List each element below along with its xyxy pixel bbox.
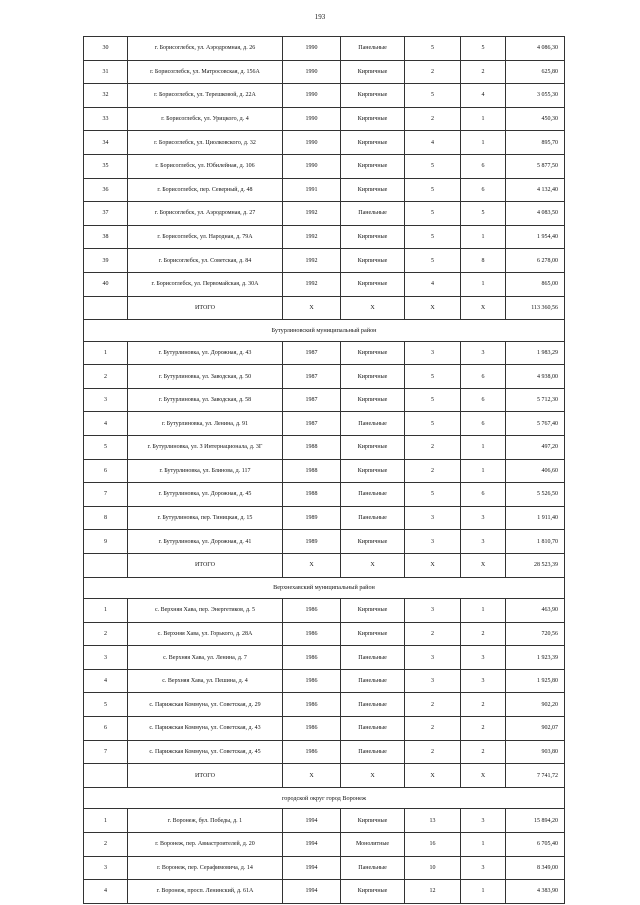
row-number: [84, 764, 128, 788]
row-number: 40: [84, 272, 128, 296]
floors-cell: 2: [405, 459, 461, 483]
year-cell: 1986: [283, 646, 341, 670]
address-cell: с. Парижская Коммуна, ул. Советская, д. 45: [128, 740, 283, 764]
floors-cell: 2: [405, 622, 461, 646]
year-cell: 1987: [283, 388, 341, 412]
address-cell: г. Борисоглебск, ул. Аэродромная, д. 26: [128, 37, 283, 61]
year-cell: 1994: [283, 856, 341, 880]
entrances-cell: 1: [461, 272, 506, 296]
floors-cell: 3: [405, 669, 461, 693]
address-cell: г. Борисоглебск, ул. Советская, д. 84: [128, 249, 283, 273]
area-cell: 4 383,90: [506, 880, 565, 904]
row-number: 2: [84, 622, 128, 646]
section-heading: городской округ город Воронеж: [84, 787, 565, 809]
row-number: 39: [84, 249, 128, 273]
row-number: 7: [84, 740, 128, 764]
wall-material-cell: Панельные: [341, 740, 405, 764]
entrances-cell: 1: [461, 436, 506, 460]
floors-cell: 5: [405, 249, 461, 273]
entrances-cell: 2: [461, 60, 506, 84]
area-cell: 1 911,40: [506, 506, 565, 530]
address-cell: с. Верхняя Хава, пер. Энергетиков, д. 5: [128, 599, 283, 623]
entrances-cell: 6: [461, 388, 506, 412]
entrances-cell: 6: [461, 412, 506, 436]
address-cell: с. Парижская Коммуна, ул. Советская, д. 29: [128, 693, 283, 717]
table-row: [84, 459, 565, 483]
area-cell: 1 983,29: [506, 341, 565, 365]
year-cell: 1986: [283, 669, 341, 693]
wall-material-cell: Кирпичные: [341, 178, 405, 202]
entrances-cell: 6: [461, 365, 506, 389]
page-number: 193: [314, 13, 326, 21]
entrances-cell: 3: [461, 669, 506, 693]
row-number: [84, 553, 128, 577]
address-cell: г. Борисоглебск, пер. Северный, д. 48: [128, 178, 283, 202]
floors-cell: 5: [405, 412, 461, 436]
address-cell: г. Борисоглебск, ул. Терешковой, д. 22А: [128, 84, 283, 108]
entrances-cell: X: [461, 764, 506, 788]
area-cell: 720,56: [506, 622, 565, 646]
row-number: 38: [84, 225, 128, 249]
entrances-cell: 6: [461, 178, 506, 202]
wall-material-cell: Панельные: [341, 693, 405, 717]
total-row: [84, 296, 565, 320]
year-cell: 1987: [283, 365, 341, 389]
area-cell: 5 526,50: [506, 483, 565, 507]
address-cell: г. Борисоглебск, ул. Матросовская, д. 156А: [128, 60, 283, 84]
area-cell: 4 132,40: [506, 178, 565, 202]
year-cell: 1991: [283, 178, 341, 202]
row-number: 7: [84, 483, 128, 507]
row-number: 9: [84, 530, 128, 554]
area-cell: 902,07: [506, 717, 565, 741]
wall-material-cell: Кирпичные: [341, 459, 405, 483]
area-cell: 1 923,39: [506, 646, 565, 670]
address-cell: г. Бутурлиновка, пер. Тиницкая, д. 15: [128, 506, 283, 530]
wall-material-cell: Кирпичные: [341, 365, 405, 389]
year-cell: 1988: [283, 483, 341, 507]
wall-material-cell: X: [341, 764, 405, 788]
area-cell: 7 741,72: [506, 764, 565, 788]
entrances-cell: 1: [461, 459, 506, 483]
area-cell: 4 083,50: [506, 202, 565, 226]
year-cell: 1986: [283, 740, 341, 764]
area-cell: 5 767,40: [506, 412, 565, 436]
wall-material-cell: Панельные: [341, 506, 405, 530]
table-row: [84, 60, 565, 84]
address-cell: ИТОГО: [128, 296, 283, 320]
year-cell: 1994: [283, 832, 341, 856]
floors-cell: 2: [405, 693, 461, 717]
address-cell: г. Воронеж, просп. Ленинский, д. 61А: [128, 880, 283, 904]
wall-material-cell: Панельные: [341, 37, 405, 61]
table-row: [84, 669, 565, 693]
address-cell: г. Борисоглебск, ул. Аэродромная, д. 27: [128, 202, 283, 226]
area-cell: 865,00: [506, 272, 565, 296]
table-row: [84, 646, 565, 670]
floors-cell: 2: [405, 107, 461, 131]
area-cell: 6 278,00: [506, 249, 565, 273]
year-cell: 1989: [283, 506, 341, 530]
floors-cell: 13: [405, 809, 461, 833]
entrances-cell: 3: [461, 646, 506, 670]
wall-material-cell: Панельные: [341, 856, 405, 880]
section-heading: Верхнехавский муниципальный район: [84, 577, 565, 599]
area-cell: 902,20: [506, 693, 565, 717]
table-row: [84, 693, 565, 717]
wall-material-cell: Кирпичные: [341, 84, 405, 108]
row-number: 36: [84, 178, 128, 202]
floors-cell: 2: [405, 436, 461, 460]
wall-material-cell: Кирпичные: [341, 436, 405, 460]
wall-material-cell: X: [341, 296, 405, 320]
address-cell: г. Бутурлиновка, ул. З Интернационала, д. 3Г: [128, 436, 283, 460]
area-cell: 1 810,70: [506, 530, 565, 554]
year-cell: X: [283, 553, 341, 577]
wall-material-cell: Панельные: [341, 202, 405, 226]
address-cell: г. Бутурлиновка, ул. Дорожная, д. 45: [128, 483, 283, 507]
entrances-cell: 2: [461, 717, 506, 741]
year-cell: 1990: [283, 107, 341, 131]
row-number: 3: [84, 856, 128, 880]
table-row: [84, 272, 565, 296]
section-heading-row: [84, 320, 565, 342]
year-cell: 1990: [283, 131, 341, 155]
row-number: 1: [84, 599, 128, 623]
entrances-cell: 3: [461, 506, 506, 530]
floors-cell: 5: [405, 178, 461, 202]
address-cell: г. Бутурлиновка, ул. Заводская, д. 58: [128, 388, 283, 412]
row-number: 32: [84, 84, 128, 108]
year-cell: 1994: [283, 880, 341, 904]
entrances-cell: 3: [461, 856, 506, 880]
entrances-cell: 1: [461, 131, 506, 155]
row-number: 3: [84, 388, 128, 412]
address-cell: ИТОГО: [128, 553, 283, 577]
row-number: 34: [84, 131, 128, 155]
section-heading: Бутурлиновский муниципальный район: [84, 320, 565, 342]
table-row: [84, 856, 565, 880]
table-row: [84, 107, 565, 131]
wall-material-cell: Кирпичные: [341, 249, 405, 273]
address-cell: г. Бутурлиновка, ул. Блинова, д. 117: [128, 459, 283, 483]
row-number: 1: [84, 341, 128, 365]
entrances-cell: X: [461, 296, 506, 320]
year-cell: 1990: [283, 37, 341, 61]
table-row: [84, 84, 565, 108]
area-cell: 4 938,00: [506, 365, 565, 389]
wall-material-cell: Панельные: [341, 717, 405, 741]
floors-cell: 4: [405, 131, 461, 155]
table-row: [84, 37, 565, 61]
floors-cell: 3: [405, 341, 461, 365]
section-heading-row: [84, 787, 565, 809]
floors-cell: 5: [405, 388, 461, 412]
floors-cell: 4: [405, 272, 461, 296]
table-row: [84, 809, 565, 833]
floors-cell: 2: [405, 717, 461, 741]
table-row: [84, 740, 565, 764]
year-cell: X: [283, 296, 341, 320]
area-cell: 3 055,30: [506, 84, 565, 108]
floors-cell: 3: [405, 506, 461, 530]
floors-cell: 5: [405, 365, 461, 389]
address-cell: г. Борисоглебск, ул. Циолковского, д. 32: [128, 131, 283, 155]
row-number: 6: [84, 717, 128, 741]
area-cell: 4 086,30: [506, 37, 565, 61]
entrances-cell: 6: [461, 483, 506, 507]
wall-material-cell: Кирпичные: [341, 272, 405, 296]
area-cell: 15 894,20: [506, 809, 565, 833]
year-cell: 1992: [283, 202, 341, 226]
table-row: [84, 412, 565, 436]
wall-material-cell: Кирпичные: [341, 809, 405, 833]
row-number: [84, 296, 128, 320]
year-cell: 1992: [283, 249, 341, 273]
wall-material-cell: X: [341, 553, 405, 577]
table-row: [84, 622, 565, 646]
year-cell: 1987: [283, 412, 341, 436]
area-cell: 406,60: [506, 459, 565, 483]
wall-material-cell: Кирпичные: [341, 341, 405, 365]
entrances-cell: 1: [461, 225, 506, 249]
wall-material-cell: Кирпичные: [341, 530, 405, 554]
year-cell: 1989: [283, 530, 341, 554]
address-cell: г. Бутурлиновка, ул. Заводская, д. 50: [128, 365, 283, 389]
year-cell: 1988: [283, 459, 341, 483]
wall-material-cell: Кирпичные: [341, 622, 405, 646]
entrances-cell: 5: [461, 202, 506, 226]
row-number: 4: [84, 412, 128, 436]
floors-cell: X: [405, 553, 461, 577]
year-cell: 1987: [283, 341, 341, 365]
entrances-cell: 2: [461, 693, 506, 717]
floors-cell: 5: [405, 483, 461, 507]
entrances-cell: X: [461, 553, 506, 577]
area-cell: 8 349,00: [506, 856, 565, 880]
address-cell: г. Борисоглебск, ул. Урицкого, д. 4: [128, 107, 283, 131]
floors-cell: 5: [405, 154, 461, 178]
row-number: 31: [84, 60, 128, 84]
address-cell: г. Бутурлиновка, ул. Ленина, д. 91: [128, 412, 283, 436]
floors-cell: 2: [405, 740, 461, 764]
table-row: [84, 154, 565, 178]
wall-material-cell: Панельные: [341, 669, 405, 693]
entrances-cell: 3: [461, 809, 506, 833]
area-cell: 5 712,30: [506, 388, 565, 412]
table-row: [84, 388, 565, 412]
wall-material-cell: Панельные: [341, 646, 405, 670]
row-number: 3: [84, 646, 128, 670]
entrances-cell: 2: [461, 740, 506, 764]
entrances-cell: 2: [461, 622, 506, 646]
row-number: 33: [84, 107, 128, 131]
floors-cell: 2: [405, 60, 461, 84]
table-row: [84, 436, 565, 460]
table-row: [84, 599, 565, 623]
floors-cell: 16: [405, 832, 461, 856]
wall-material-cell: Кирпичные: [341, 388, 405, 412]
row-number: 6: [84, 459, 128, 483]
address-cell: г. Бутурлиновка, ул. Дорожная, д. 43: [128, 341, 283, 365]
entrances-cell: 1: [461, 832, 506, 856]
wall-material-cell: Кирпичные: [341, 225, 405, 249]
entrances-cell: 1: [461, 880, 506, 904]
section-heading-row: [84, 577, 565, 599]
year-cell: 1986: [283, 599, 341, 623]
table-row: [84, 506, 565, 530]
table-row: [84, 225, 565, 249]
row-number: 5: [84, 436, 128, 460]
wall-material-cell: Кирпичные: [341, 880, 405, 904]
area-cell: 1 954,40: [506, 225, 565, 249]
row-number: 37: [84, 202, 128, 226]
row-number: 30: [84, 37, 128, 61]
row-number: 2: [84, 365, 128, 389]
table-row: [84, 202, 565, 226]
area-cell: 28 523,39: [506, 553, 565, 577]
floors-cell: 5: [405, 84, 461, 108]
entrances-cell: 1: [461, 107, 506, 131]
entrances-cell: 6: [461, 154, 506, 178]
wall-material-cell: Кирпичные: [341, 131, 405, 155]
table-row: [84, 832, 565, 856]
address-cell: г. Воронеж, бул. Победы, д. 1: [128, 809, 283, 833]
housing-register-table: [83, 36, 565, 904]
year-cell: 1986: [283, 717, 341, 741]
floors-cell: X: [405, 764, 461, 788]
address-cell: с. Верхняя Хава, ул. Горького, д. 28А: [128, 622, 283, 646]
floors-cell: 12: [405, 880, 461, 904]
table-row: [84, 365, 565, 389]
year-cell: 1990: [283, 84, 341, 108]
row-number: 1: [84, 809, 128, 833]
table-row: [84, 341, 565, 365]
area-cell: 1 925,80: [506, 669, 565, 693]
entrances-cell: 5: [461, 37, 506, 61]
row-number: 4: [84, 669, 128, 693]
area-cell: 895,70: [506, 131, 565, 155]
wall-material-cell: Панельные: [341, 483, 405, 507]
floors-cell: 3: [405, 530, 461, 554]
year-cell: 1992: [283, 272, 341, 296]
table-row: [84, 249, 565, 273]
entrances-cell: 3: [461, 530, 506, 554]
year-cell: 1986: [283, 693, 341, 717]
area-cell: 6 705,40: [506, 832, 565, 856]
table-row: [84, 880, 565, 904]
wall-material-cell: Кирпичные: [341, 154, 405, 178]
table-row: [84, 131, 565, 155]
entrances-cell: 1: [461, 599, 506, 623]
row-number: 35: [84, 154, 128, 178]
wall-material-cell: Панельные: [341, 412, 405, 436]
floors-cell: 5: [405, 225, 461, 249]
area-cell: 903,80: [506, 740, 565, 764]
address-cell: ИТОГО: [128, 764, 283, 788]
wall-material-cell: Монолитные: [341, 832, 405, 856]
address-cell: с. Парижская Коммуна, ул. Советская, д. 43: [128, 717, 283, 741]
year-cell: 1988: [283, 436, 341, 460]
wall-material-cell: Кирпичные: [341, 60, 405, 84]
floors-cell: 5: [405, 202, 461, 226]
year-cell: 1992: [283, 225, 341, 249]
row-number: 5: [84, 693, 128, 717]
row-number: 2: [84, 832, 128, 856]
table-row: [84, 178, 565, 202]
table-row: [84, 717, 565, 741]
address-cell: г. Борисоглебск, ул. Юбилейная, д. 106: [128, 154, 283, 178]
wall-material-cell: Кирпичные: [341, 107, 405, 131]
year-cell: 1990: [283, 154, 341, 178]
table-body: [84, 37, 565, 904]
address-cell: с. Верхняя Хава, ул. Ленина, д. 7: [128, 646, 283, 670]
floors-cell: X: [405, 296, 461, 320]
floors-cell: 3: [405, 646, 461, 670]
address-cell: г. Бутурлиновка, ул. Дорожная, д. 41: [128, 530, 283, 554]
year-cell: 1994: [283, 809, 341, 833]
address-cell: г. Борисоглебск, ул. Народная, д. 79А: [128, 225, 283, 249]
entrances-cell: 4: [461, 84, 506, 108]
row-number: 4: [84, 880, 128, 904]
floors-cell: 3: [405, 599, 461, 623]
address-cell: г. Воронеж, пер. Серафимовича, д. 14: [128, 856, 283, 880]
area-cell: 450,30: [506, 107, 565, 131]
total-row: [84, 764, 565, 788]
wall-material-cell: Кирпичные: [341, 599, 405, 623]
total-row: [84, 553, 565, 577]
address-cell: с. Верхняя Хава, ул. Пешина, д. 4: [128, 669, 283, 693]
address-cell: г. Воронеж, пер. Авиастроителей, д. 20: [128, 832, 283, 856]
floors-cell: 5: [405, 37, 461, 61]
year-cell: 1990: [283, 60, 341, 84]
area-cell: 113 360,56: [506, 296, 565, 320]
year-cell: X: [283, 764, 341, 788]
area-cell: 625,80: [506, 60, 565, 84]
row-number: 8: [84, 506, 128, 530]
floors-cell: 10: [405, 856, 461, 880]
area-cell: 463,90: [506, 599, 565, 623]
year-cell: 1986: [283, 622, 341, 646]
area-cell: 5 877,50: [506, 154, 565, 178]
entrances-cell: 8: [461, 249, 506, 273]
table-row: [84, 483, 565, 507]
area-cell: 497,20: [506, 436, 565, 460]
table-row: [84, 530, 565, 554]
entrances-cell: 3: [461, 341, 506, 365]
address-cell: г. Борисоглебск, ул. Первомайская, д. 30А: [128, 272, 283, 296]
